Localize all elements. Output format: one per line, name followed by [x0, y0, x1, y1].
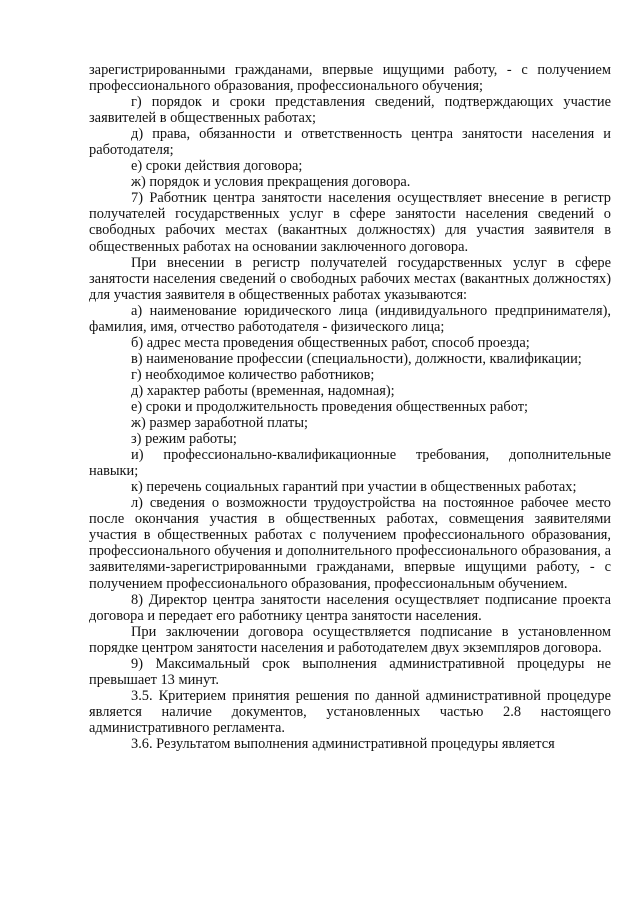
list-item-d-rights: д) права, обязанности и ответственность центра занятости населения и работодателя;	[89, 126, 611, 159]
paragraph-section-3-5: 3.5. Критерием принятия решения по данной административной процедуре является наличие документов, установленных частью 2.8 настоящего административного регламента.	[89, 687, 611, 736]
list-item-zh-salary: ж) размер заработной платы;	[131, 415, 309, 432]
list-item-g-reporting: г) порядок и сроки представления сведений, подтверждающих участие заявителей в общественных работах;	[89, 94, 611, 127]
list-item-e-duration: е) сроки и продолжительность проведения общественных работ;	[131, 398, 528, 415]
list-item-z-schedule: з) режим работы;	[131, 431, 237, 448]
paragraph-step-7: 7) Работник центра занятости населения осуществляет внесение в регистр получателей государственных услуг в сфере занятости населения сведений о свободных рабочих местах (вакантных должностях) для участия заявителя в общественных работах на основании заключенного договора.	[89, 190, 611, 255]
list-item-d-work-type: д) характер работы (временная, надомная);	[131, 382, 395, 399]
list-item-i-requirements: и) профессионально-квалификационные требования, дополнительные навыки;	[89, 447, 611, 480]
paragraph-step-8: 8) Директор центра занятости населения осуществляет подписание проекта договора и передает его работнику центра занятости населения.	[89, 591, 611, 624]
list-item-b-address: б) адрес места проведения общественных работ, способ проезда;	[131, 334, 530, 351]
paragraph-contract-continuation: зарегистрированными гражданами, впервые ищущими работу, - с получением профессионального образования, профессионального обучения;	[89, 62, 611, 95]
paragraph-contract-signing: При заключении договора осуществляется подписание в установленном порядке центром занятости населения и работодателем двух экземпляров договора.	[89, 623, 611, 656]
paragraph-step-9: 9) Максимальный срок выполнения административной процедуры не превышает 13 минут.	[89, 655, 611, 688]
list-item-zh-termination: ж) порядок и условия прекращения договора.	[131, 174, 411, 191]
list-item-l-employment-options: л) сведения о возможности трудоустройства на постоянное рабочее место после окончания участия в общественных работах, совмещения заявителями участия в общественных работах с получением профессионального образования, профессионального обучения и дополнительного профессионального образования, а заявителями-зарегистрированными гражданами, впервые ищущими работу, - с получением профессионального образования, профессиональным обучением.	[89, 495, 611, 592]
list-item-v-profession: в) наименование профессии (специальности), должности, квалификации;	[131, 350, 582, 367]
list-item-e-term: е) сроки действия договора;	[131, 158, 303, 175]
list-item-k-guarantees: к) перечень социальных гарантий при участии в общественных работах;	[131, 479, 577, 496]
document-page	[89, 62, 611, 752]
list-item-a-employer-name: а) наименование юридического лица (индивидуального предпринимателя), фамилия, имя, отчество работодателя - физического лица;	[89, 302, 611, 335]
list-item-g-headcount: г) необходимое количество работников;	[131, 366, 375, 383]
paragraph-register-intro: При внесении в регистр получателей государственных услуг в сфере занятости населения сведений о свободных рабочих местах (вакантных должностях) для участия заявителя в общественных работах указываются:	[89, 254, 611, 303]
paragraph-section-3-6: 3.6. Результатом выполнения административной процедуры является	[131, 735, 555, 752]
